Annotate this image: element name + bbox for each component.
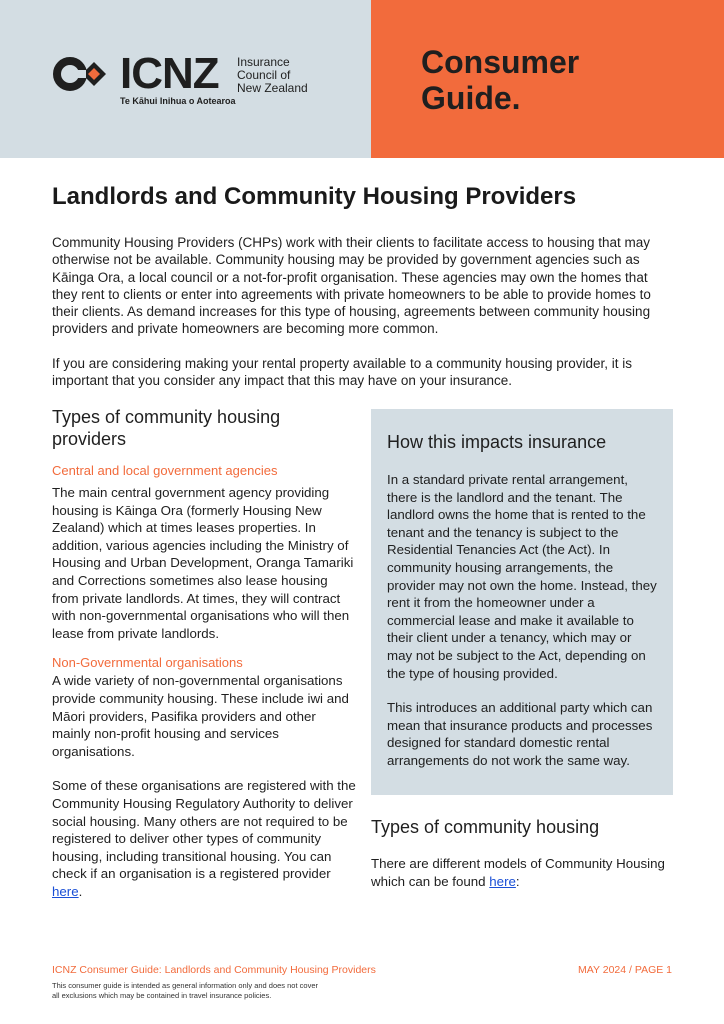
guide-title: Consumer Guide. [421, 44, 580, 116]
housing-types-section [371, 816, 673, 890]
footer-guide-title: ICNZ Consumer Guide: Landlords and Community Housing Providers [52, 964, 376, 976]
housing-types-text: There are different models of Community Housing which can be found here: [371, 856, 665, 889]
logo-subtitle: Insurance Council of New Zealand [237, 55, 308, 95]
footer-disclaimer: This consumer guide is intended as general information only and does not cover all exclusions which may be contained in travel insurance policies. [52, 981, 318, 1000]
government-agencies-subheading: Central and local government agencies [52, 463, 278, 478]
icnz-logo-mark-icon [52, 54, 116, 94]
impact-paragraph: This introduces an additional party which can mean that insurance products and processes designed for standard domestic rental arrangements do not work the same way. [387, 700, 653, 768]
page-footer [52, 964, 672, 1001]
header-title-panel [371, 0, 724, 158]
header-logo-panel [0, 0, 371, 158]
government-agencies-text: The main central government agency providing housing is Kāinga Ora (formerly Housing New Zealand) which at times leases properties. In addition, various agencies including the Ministry of Housing and Urban Development, Oranga Tamariki and Corrections sometimes also lease housing from private landlords. At times, they will contract with non-governmental organisations who will then lease from private landlords. [52, 485, 354, 641]
housing-types-heading: Types of community housing [371, 817, 600, 837]
impact-paragraph: In a standard private rental arrangement, there is the landlord and the tenant. The landlord owns the home that is rented to the tenant and the tenancy is subject to the Residential Tenancies Act (the Act). In community housing arrangements, the provider may not own the home. Instead, they rent it from the homeowner under a commercial lease and make it available to their client under a tenancy, which may or may not be subject to the Act, depending on the type of housing provided. [387, 472, 657, 681]
ngo-subheading: Non-Governmental organisations [52, 655, 243, 671]
insurance-impact-box [371, 409, 673, 795]
registered-provider-text: Some of these organisations are registered with the Community Housing Regulatory Authority to deliver social housing. Many others are not required to be registered to deliver other types of community housing, including transitional housing. You can check if an organisation is a registered provider here. [52, 778, 356, 899]
logo-wordmark: ICNZ [120, 49, 219, 98]
intro-paragraph: Community Housing Providers (CHPs) work with their clients to facilitate access to housing that may otherwise not be available. Community housing may be provided by government agencies such as Kāinga Ora, a local council or a not-for-profit organisation. These agencies may own the homes that they rent to clients or enter into agreements with private homeowners to be able to provide homes to their clients. As demand increases for this type of housing, agreements between community housing providers and private homeowners are becoming more common. [52, 235, 651, 337]
registered-provider-link[interactable]: here [52, 883, 79, 899]
page-header [0, 0, 724, 158]
logo-tagline: Te Kāhui Inihua o Aotearoa [120, 96, 236, 106]
impact-heading: How this impacts insurance [387, 432, 607, 452]
left-column [52, 406, 356, 900]
document-title: Landlords and Community Housing Providers [52, 183, 577, 210]
footer-page-number: MAY 2024 / PAGE 1 [578, 964, 672, 976]
providers-heading: Types of community housing providers [52, 407, 281, 449]
intro-text [52, 234, 672, 389]
housing-models-link[interactable]: here [489, 873, 516, 889]
intro-paragraph: If you are considering making your rental property available to a community housing provider, it is important that you consider any impact that this may have on your insurance. [52, 355, 633, 389]
ngo-text: A wide variety of non-governmental organisations provide community housing. These include iwi and Māori providers, Pasifika providers and other mainly non-profit housing and services organisations. [52, 673, 349, 759]
icnz-logo [52, 49, 352, 112]
